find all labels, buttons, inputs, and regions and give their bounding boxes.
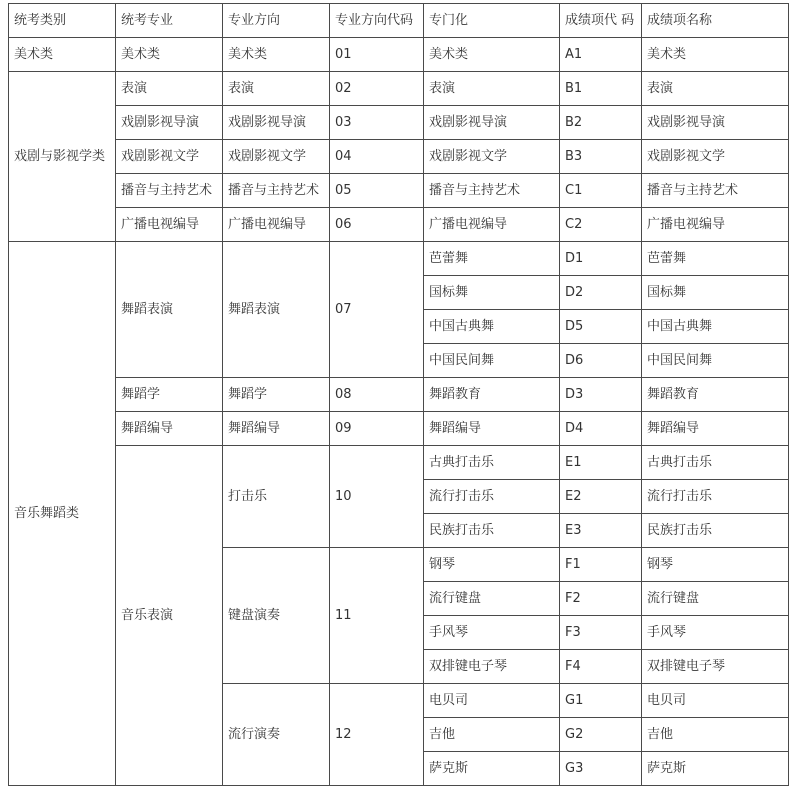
specialization-cell: 流行打击乐 [424, 480, 560, 514]
table-row [9, 38, 789, 72]
major-cell: 广播电视编导 [116, 208, 223, 242]
major-cell: 舞蹈表演 [116, 242, 223, 378]
header-category: 统考类别 [9, 4, 116, 38]
direction-code-cell: 04 [330, 140, 424, 174]
category-cell: 戏剧与影视学类 [9, 72, 116, 242]
specialization-cell: 广播电视编导 [424, 208, 560, 242]
score-code-cell: D1 [560, 242, 642, 276]
specialization-cell: 表演 [424, 72, 560, 106]
major-cell: 播音与主持艺术 [116, 174, 223, 208]
score-name-cell: 戏剧影视文学 [642, 140, 789, 174]
score-code-cell: F2 [560, 582, 642, 616]
direction-cell: 流行演奏 [223, 684, 330, 786]
table-row [9, 446, 789, 480]
header-score-code: 成绩项代 码 [560, 4, 642, 38]
score-code-cell: D6 [560, 344, 642, 378]
score-name-cell: 民族打击乐 [642, 514, 789, 548]
exam-category-table [8, 3, 789, 786]
direction-cell: 舞蹈表演 [223, 242, 330, 378]
specialization-cell: 中国古典舞 [424, 310, 560, 344]
score-code-cell: F4 [560, 650, 642, 684]
score-code-cell: E2 [560, 480, 642, 514]
table-row [9, 140, 789, 174]
score-name-cell: 广播电视编导 [642, 208, 789, 242]
direction-cell: 美术类 [223, 38, 330, 72]
major-cell: 表演 [116, 72, 223, 106]
score-code-cell: F1 [560, 548, 642, 582]
direction-code-cell: 09 [330, 412, 424, 446]
table-row [9, 242, 789, 276]
table-row [9, 412, 789, 446]
specialization-cell: 钢琴 [424, 548, 560, 582]
score-name-cell: 萨克斯 [642, 752, 789, 786]
specialization-cell: 戏剧影视导演 [424, 106, 560, 140]
specialization-cell: 吉他 [424, 718, 560, 752]
direction-code-cell: 10 [330, 446, 424, 548]
specialization-cell: 萨克斯 [424, 752, 560, 786]
score-code-cell: B3 [560, 140, 642, 174]
score-code-cell: D4 [560, 412, 642, 446]
major-cell: 舞蹈编导 [116, 412, 223, 446]
score-name-cell: 舞蹈编导 [642, 412, 789, 446]
table-row [9, 378, 789, 412]
category-cell: 美术类 [9, 38, 116, 72]
score-name-cell: 中国民间舞 [642, 344, 789, 378]
score-code-cell: A1 [560, 38, 642, 72]
score-name-cell: 古典打击乐 [642, 446, 789, 480]
score-name-cell: 表演 [642, 72, 789, 106]
score-code-cell: D3 [560, 378, 642, 412]
score-name-cell: 钢琴 [642, 548, 789, 582]
table-row [9, 208, 789, 242]
specialization-cell: 国标舞 [424, 276, 560, 310]
score-name-cell: 双排键电子琴 [642, 650, 789, 684]
category-cell: 音乐舞蹈类 [9, 242, 116, 786]
score-code-cell: E1 [560, 446, 642, 480]
score-code-cell: G1 [560, 684, 642, 718]
score-code-cell: C2 [560, 208, 642, 242]
score-code-cell: D2 [560, 276, 642, 310]
specialization-cell: 手风琴 [424, 616, 560, 650]
table-row [9, 106, 789, 140]
score-code-cell: D5 [560, 310, 642, 344]
score-name-cell: 国标舞 [642, 276, 789, 310]
table-header [9, 4, 789, 38]
score-name-cell: 舞蹈教育 [642, 378, 789, 412]
direction-code-cell: 07 [330, 242, 424, 378]
score-code-cell: B2 [560, 106, 642, 140]
direction-code-cell: 02 [330, 72, 424, 106]
direction-cell: 舞蹈编导 [223, 412, 330, 446]
specialization-cell: 戏剧影视文学 [424, 140, 560, 174]
direction-cell: 打击乐 [223, 446, 330, 548]
score-code-cell: F3 [560, 616, 642, 650]
score-name-cell: 中国古典舞 [642, 310, 789, 344]
specialization-cell: 双排键电子琴 [424, 650, 560, 684]
direction-code-cell: 03 [330, 106, 424, 140]
header-row [9, 4, 789, 38]
score-name-cell: 流行键盘 [642, 582, 789, 616]
score-code-cell: C1 [560, 174, 642, 208]
specialization-cell: 舞蹈教育 [424, 378, 560, 412]
major-cell: 戏剧影视导演 [116, 106, 223, 140]
direction-code-cell: 05 [330, 174, 424, 208]
score-code-cell: B1 [560, 72, 642, 106]
direction-cell: 播音与主持艺术 [223, 174, 330, 208]
direction-code-cell: 06 [330, 208, 424, 242]
specialization-cell: 民族打击乐 [424, 514, 560, 548]
header-specialization: 专门化 [424, 4, 560, 38]
direction-code-cell: 12 [330, 684, 424, 786]
score-name-cell: 芭蕾舞 [642, 242, 789, 276]
direction-code-cell: 08 [330, 378, 424, 412]
direction-cell: 戏剧影视导演 [223, 106, 330, 140]
score-name-cell: 吉他 [642, 718, 789, 752]
score-code-cell: E3 [560, 514, 642, 548]
direction-cell: 广播电视编导 [223, 208, 330, 242]
score-code-cell: G2 [560, 718, 642, 752]
direction-code-cell: 01 [330, 38, 424, 72]
specialization-cell: 播音与主持艺术 [424, 174, 560, 208]
specialization-cell: 美术类 [424, 38, 560, 72]
specialization-cell: 中国民间舞 [424, 344, 560, 378]
direction-cell: 舞蹈学 [223, 378, 330, 412]
header-score-name: 成绩项名称 [642, 4, 789, 38]
major-cell: 美术类 [116, 38, 223, 72]
direction-cell: 键盘演奏 [223, 548, 330, 684]
score-name-cell: 手风琴 [642, 616, 789, 650]
specialization-cell: 舞蹈编导 [424, 412, 560, 446]
score-name-cell: 播音与主持艺术 [642, 174, 789, 208]
table-row [9, 72, 789, 106]
table-row [9, 174, 789, 208]
score-name-cell: 戏剧影视导演 [642, 106, 789, 140]
major-cell: 音乐表演 [116, 446, 223, 786]
score-name-cell: 流行打击乐 [642, 480, 789, 514]
score-name-cell: 电贝司 [642, 684, 789, 718]
table-body [9, 38, 789, 786]
header-direction: 专业方向 [223, 4, 330, 38]
major-cell: 戏剧影视文学 [116, 140, 223, 174]
direction-cell: 表演 [223, 72, 330, 106]
specialization-cell: 古典打击乐 [424, 446, 560, 480]
specialization-cell: 流行键盘 [424, 582, 560, 616]
score-name-cell: 美术类 [642, 38, 789, 72]
direction-cell: 戏剧影视文学 [223, 140, 330, 174]
score-code-cell: G3 [560, 752, 642, 786]
specialization-cell: 芭蕾舞 [424, 242, 560, 276]
specialization-cell: 电贝司 [424, 684, 560, 718]
major-cell: 舞蹈学 [116, 378, 223, 412]
header-direction-code: 专业方向代码 [330, 4, 424, 38]
direction-code-cell: 11 [330, 548, 424, 684]
header-major: 统考专业 [116, 4, 223, 38]
